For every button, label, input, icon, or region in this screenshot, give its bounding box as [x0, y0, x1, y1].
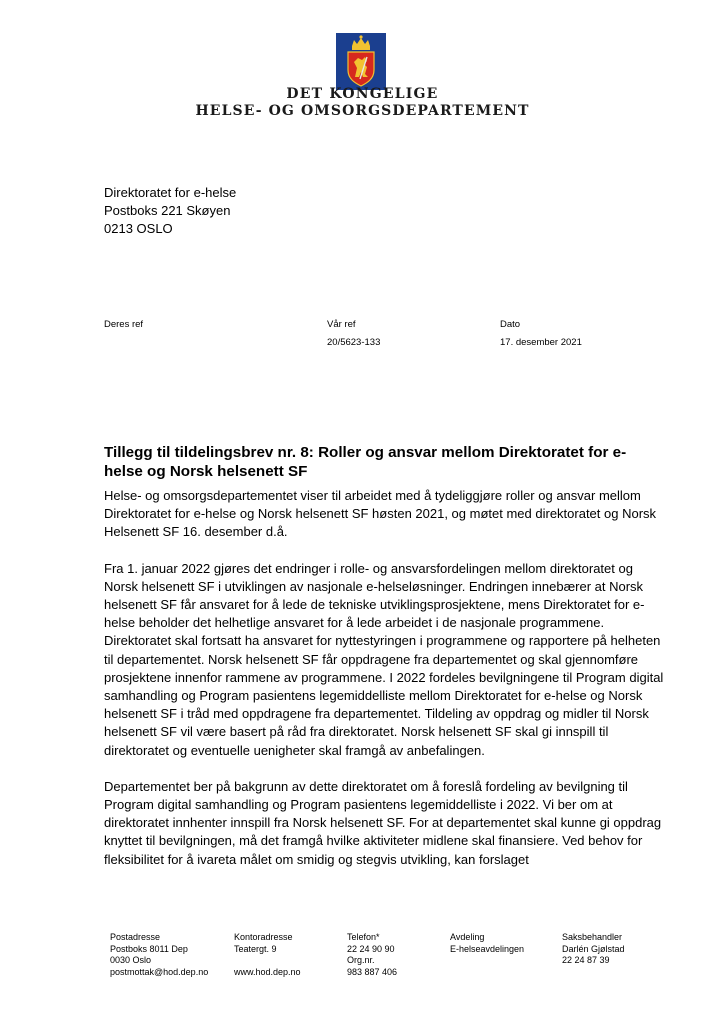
footer-post-line1: Postboks 8011 Dep — [110, 943, 188, 954]
dato-value: 17. desember 2021 — [500, 337, 582, 348]
footer-post-email: postmottak@hod.dep.no — [110, 966, 209, 977]
body-paragraph-3: Departementet ber på bakgrunn av dette direktoratet om å foreslå fordeling av bevilgning til Program digital samhandling og Program pasientens legemiddelliste i 2022. Vi ber om at direktoratet innhenter innspill fra Norsk helsenett SF. For at departementet skal kunne gi oppdrag knyttet til bevilgningen, må det framgå hvilke aktiviteter midlene skal finansiere. Ved behov for fleksibilitet for å ivareta målet om smidig og stegvis utvikling, kan forslaget — [104, 778, 662, 867]
footer-orgnr-value: 983 887 406 — [347, 966, 398, 977]
recipient-address: Postboks 221 Skøyen — [104, 203, 231, 218]
recipient-postcode-city: 0213 OSLO — [104, 221, 173, 236]
footer-telefon-label: Telefon* — [347, 932, 380, 942]
letter-title: Tillegg til tildelingsbrev nr. 8: Roller og ansvar mellom Direktoratet for e-helse og Norsk helsenett SF — [104, 444, 627, 480]
footer-post-line2: 0030 Oslo — [110, 955, 152, 965]
footer-post-label: Postadresse — [110, 932, 161, 942]
deres-ref-label: Deres ref — [104, 319, 144, 330]
footer-case-officer — [562, 932, 625, 967]
department-name-line1: DET KONGELIGE — [286, 86, 439, 102]
footer-kontor-line1: Teatergt. 9 — [234, 943, 277, 954]
body-paragraph-2: Fra 1. januar 2022 gjøres det endringer i rolle- og ansvarsfordelingen mellom direktoratet og Norsk helsenett SF i utviklingen av nasjonale e-helseløsninger. Endringen innebærer at Norsk helsenett SF får ansvaret for å lede de tekniske utviklingsprosjektene, mens Direktoratet for e-helse beholder det helhetlige ansvaret for å lede arbeidet i de nasjonale programmene. Direktoratet skal fortsatt ha ansvaret for nyttestyringen i programmene og rapportere på helheten til departementet. Norsk helsenett SF får oppdragene fra departementet og skal gjennomføre prosjektene innenfor rammene av programmene. I 2022 fordeles bevilgningene til Program digital samhandling og Program pasientens legemiddelliste mellom Direktoratet for e-helse og Norsk helsenett SF i tråd med oppdragene fra departementet. Tildeling av oppdrag og midler til Norsk helsenett SF vil være basert på råd fra direktoratet. Norsk helsenett SF skal gi innspill til direktoratet og eventuelle uenigheter skal framgå av anbefalingen. — [104, 560, 664, 758]
dato-label: Dato — [500, 319, 521, 330]
footer-kontor-line2 — [234, 955, 301, 967]
footer-telefon-number: 22 24 90 90 — [347, 943, 395, 954]
footer-postal-address — [110, 932, 208, 978]
footer-saksbehandler-name: Darlén Gjølstad — [562, 943, 625, 954]
recipient-name: Direktoratet for e-helse — [104, 185, 237, 200]
letter-body — [104, 487, 664, 887]
body-paragraph-1: Helse- og omsorgsdepartementet viser til arbeidet med å tydeliggjøre roller og ansvar mellom Direktoratet for e-helse og Norsk helsenett SF høsten 2021, og møtet med direktoratet og Norsk Helsenett SF 16. desember d.å. — [104, 488, 657, 540]
footer-saksbehandler-phone: 22 24 87 39 — [562, 955, 610, 965]
footer-phone — [347, 932, 397, 978]
footer-kontor-website: www.hod.dep.no — [234, 966, 301, 977]
recipient-address-block — [104, 184, 236, 238]
footer-department — [450, 932, 524, 955]
footer-avdeling-label: Avdeling — [450, 932, 485, 942]
footer-orgnr-label: Org.nr. — [347, 955, 375, 965]
var-ref-value: 20/5623-133 — [327, 337, 381, 348]
footer-saksbehandler-label: Saksbehandler — [562, 932, 623, 942]
var-ref-label: Vår ref — [327, 319, 356, 330]
footer-office-address — [234, 932, 301, 978]
department-name-line2: HELSE- OG OMSORGSDEPARTEMENT — [195, 103, 530, 119]
footer-avdeling-value: E-helseavdelingen — [450, 943, 525, 954]
footer-kontor-label: Kontoradresse — [234, 932, 293, 942]
norwegian-coat-of-arms-logo — [336, 33, 386, 90]
